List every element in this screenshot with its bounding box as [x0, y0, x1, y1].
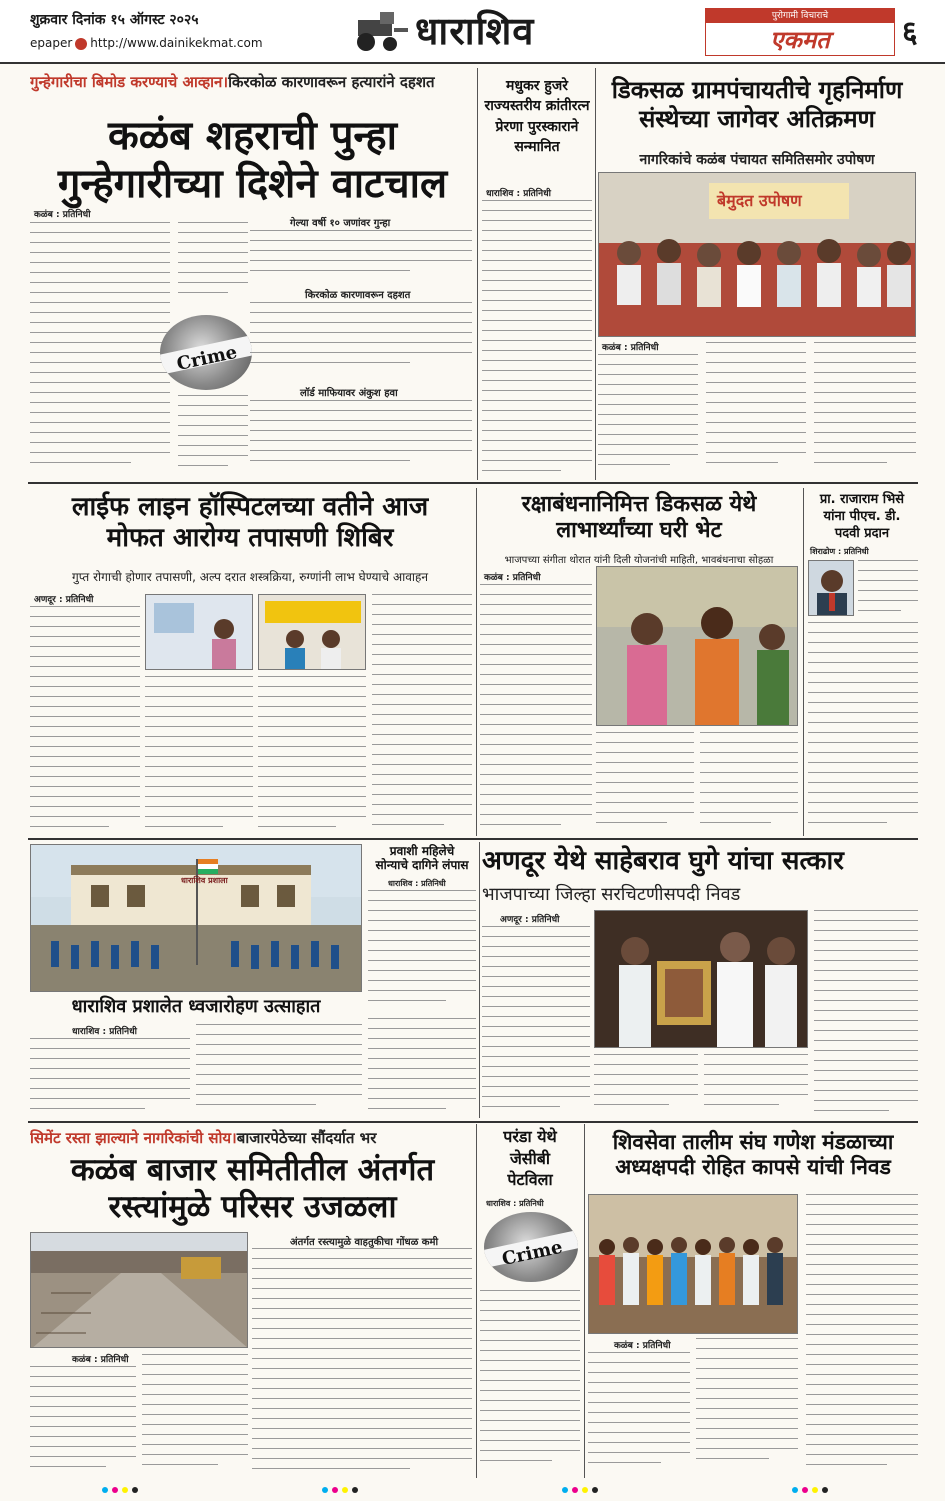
article-column: [368, 890, 476, 1012]
page-number: ६: [902, 15, 918, 50]
crime-tape-label: Crime: [160, 334, 252, 376]
issue-date: शुक्रवार दिनांक १५ ऑगस्ट २०२५: [30, 12, 199, 28]
portrait-photo: [808, 560, 854, 616]
headline-line-1: परंडा येथे: [503, 1127, 557, 1146]
section-title: धाराशिव: [415, 9, 535, 53]
story-byline: कळंब : प्रतिनिधी: [34, 210, 91, 220]
column-rule: [476, 1124, 477, 1478]
sub-heading: लॉर्ड माफियावर अंकुश हवा: [300, 388, 398, 399]
kicker-dark: किरकोळ कारणावरून हत्यारांने दहशत: [228, 73, 435, 91]
article-column: [30, 1038, 190, 1118]
section-divider: [28, 482, 918, 484]
article-column: [594, 1054, 698, 1118]
kicker-dark: बाजारपेठेच्या सौंदर्यात भर: [236, 1129, 377, 1147]
sub-heading: किरकोळ कारणावरून दहशत: [305, 290, 411, 301]
masthead: [0, 0, 945, 64]
headline-line-2: लाभार्थ्यांच्या घरी भेट: [556, 518, 722, 544]
sub-heading: गेल्या वर्षी १० जणांवर गुन्हा: [290, 218, 391, 229]
article-column: [30, 1366, 136, 1476]
column-rule: [476, 488, 477, 836]
story-headline: [806, 492, 918, 543]
article-column: [806, 1194, 918, 1476]
story-byline: अणदूर : प्रतिनिधी: [34, 595, 94, 605]
headline-line-2: सोन्याचे दागिने लंपास: [375, 858, 469, 873]
article-column: [30, 222, 170, 477]
crime-graphic: [484, 1212, 578, 1282]
rakhi-photo: [596, 566, 798, 726]
article-column: [368, 1018, 476, 1118]
website-url[interactable]: [30, 36, 263, 50]
epaper-label: epaper: [30, 36, 73, 50]
crime-graphic: [160, 315, 252, 390]
article-column: [598, 354, 698, 478]
section-divider: [28, 1121, 918, 1123]
tractor-illustration: [350, 6, 410, 54]
article-column: [480, 584, 592, 834]
story-headline: मधुकर हुजरे राज्यस्तरीय क्रांतीरत्न प्रेरणा पुरस्काराने सन्मानित: [484, 78, 590, 155]
column-rule: [479, 842, 480, 1118]
column-rule: [595, 68, 596, 480]
column-rule: [803, 488, 804, 836]
article-column: [250, 400, 472, 477]
headline-line-1: कळंब बाजार समितीतील अंतर्गत: [70, 1152, 435, 1188]
article-column: [258, 676, 366, 834]
story-subhead: भाजपच्या संगीता थोरात यांनी दिली योजनांची माहिती, भावबंधनाचा सोहळा: [504, 555, 774, 566]
hospital-photo-1: [145, 594, 253, 670]
story-subhead: गुप्त रोगाची होणार तपासणी, अल्प दरात शस्त्रक्रिया, रुग्णांनी लाभ घेण्याचे आवाहन: [71, 570, 429, 584]
story-kicker: [30, 72, 475, 92]
story-subhead: नागरिकांचे कळंब पंचायत समितिसमोर उपोषण: [639, 152, 875, 168]
headline-line-2: गुन्हेगारीच्या दिशेने वाटचाल: [57, 161, 448, 207]
group-photo: [588, 1194, 798, 1334]
story-headline: [588, 1130, 918, 1180]
kicker-red: गुन्हेगारीचा बिमोड करण्याचे आव्हान।: [30, 73, 229, 91]
story-headline: [480, 492, 798, 545]
website-link[interactable]: http://www.dainikekmat.com: [90, 36, 263, 50]
section-divider: [28, 838, 918, 840]
story-byline: धाराशिव : प्रतिनिधी: [72, 1027, 137, 1037]
story-kicker: [30, 1128, 475, 1148]
headline-line-2: अध्यक्षपदी रोहित कापसे यांची निवड: [615, 1155, 891, 1180]
headline-line-3: पेटविला: [507, 1170, 553, 1190]
headline-line-2: मोफत आरोग्य तपासणी शिबिर: [106, 523, 394, 554]
protest-banner: बेमुदत उपोषण: [717, 191, 802, 210]
globe-icon: [75, 38, 87, 50]
article-column: [814, 910, 918, 1118]
story-headline: [368, 844, 476, 873]
article-column: [482, 200, 592, 478]
headline-line-1: शिवसेवा तालीम संघ गणेश मंडळाच्या: [612, 1130, 894, 1154]
story-headline: [30, 1152, 475, 1226]
headline-line-1: डिकसळ ग्रामपंचायतीचे गृहनिर्माण: [611, 76, 903, 104]
headline-line-1: रक्षाबंधनानिमित्त डिकसळ येथे: [521, 492, 757, 517]
story-byline: धाराशिव : प्रतिनिधी: [486, 189, 551, 199]
headline-line-1: कळंब शहराची पुन्हा: [107, 113, 397, 159]
brand-name: एकमत: [770, 26, 830, 54]
story-byline: धाराशिव : प्रतिनिधी: [486, 1199, 544, 1208]
article-column: [808, 622, 918, 834]
story-byline: कळंब : प्रतिनिधी: [614, 1341, 671, 1351]
sub-heading: अंतर्गत रस्त्यामुळे वाहतुकीचा गोंधळ कमी: [290, 1237, 439, 1248]
story-subhead: भाजपाच्या जिल्हा सरचिटणीसपदी निवड: [482, 884, 741, 905]
article-column: [372, 594, 472, 834]
article-column: [706, 342, 806, 478]
article-column: [142, 1354, 248, 1476]
column-rule: [477, 68, 478, 480]
article-column: [178, 222, 248, 310]
story-headline: [598, 76, 916, 134]
story-byline: कळंब : प्रतिनिधी: [72, 1355, 129, 1365]
article-column: [696, 1338, 798, 1476]
story-headline: अणदूर येथे साहेबराव घुगे यांचा सत्कार: [482, 846, 844, 876]
headline-line-3: पदवी प्रदान: [834, 525, 890, 541]
protest-photo: [598, 172, 916, 337]
story-headline: [480, 1126, 580, 1191]
article-column: [250, 302, 472, 377]
story-headline: [30, 112, 475, 208]
headline-line-2: संस्थेच्या जागेवर अतिक्रमण: [639, 104, 875, 133]
crime-tape-label: Crime: [484, 1228, 578, 1269]
article-column: [700, 732, 798, 834]
headline-line-1: प्रा. राजाराम भिसे: [819, 492, 905, 507]
kicker-red: सिमेंट रस्ता झाल्याने नागरिकांची सोय।: [30, 1129, 237, 1147]
felicitation-photo: [594, 910, 808, 1048]
newspaper-logo: [705, 8, 895, 56]
school-photo: [30, 844, 362, 992]
article-column: [250, 230, 472, 282]
story-byline: शिराढोण : प्रतिनिधी: [810, 547, 869, 556]
article-column: [596, 732, 694, 834]
article-column: [588, 1352, 690, 1476]
headline-line-2: रस्त्यांमुळे परिसर उजळला: [108, 1189, 397, 1226]
brand-tagline: पुरोगामी विचाराचे: [706, 9, 894, 23]
article-column: [178, 395, 248, 477]
school-signboard: धाराशिव प्रशाला: [181, 876, 228, 885]
article-column: [858, 560, 918, 616]
article-column: [704, 1054, 808, 1118]
article-column: [30, 606, 140, 834]
story-headline: धाराशिव प्रशालेत ध्वजारोहण उत्साहात: [71, 996, 321, 1017]
article-column: [482, 926, 590, 1118]
story-byline: कळंब : प्रतिनिधी: [602, 343, 659, 353]
article-column: [814, 342, 916, 478]
story-byline: अणदूर : प्रतिनिधी: [500, 915, 560, 925]
headline-line-1: प्रवाशी महिलेचे: [389, 844, 455, 858]
story-headline: [30, 492, 470, 554]
article-column: [252, 1248, 472, 1476]
headline-line-2: यांना पीएच. डी.: [823, 508, 901, 524]
article-column: [196, 1024, 362, 1118]
article-column: [480, 1290, 580, 1476]
article-column: [145, 676, 253, 834]
school-illustration: [31, 845, 362, 992]
hospital-photo-2: [258, 594, 366, 670]
story-byline: कळंब : प्रतिनिधी: [484, 573, 541, 583]
road-photo: [30, 1232, 248, 1348]
headline-line-2: जेसीबी: [509, 1148, 551, 1168]
headline-line-1: लाईफ लाइन हॉस्पिटलच्या वतीने आज: [71, 492, 429, 522]
column-rule: [584, 1124, 585, 1478]
story-byline: धाराशिव : प्रतिनिधी: [388, 879, 446, 888]
printer-registration-marks: [0, 1482, 945, 1498]
